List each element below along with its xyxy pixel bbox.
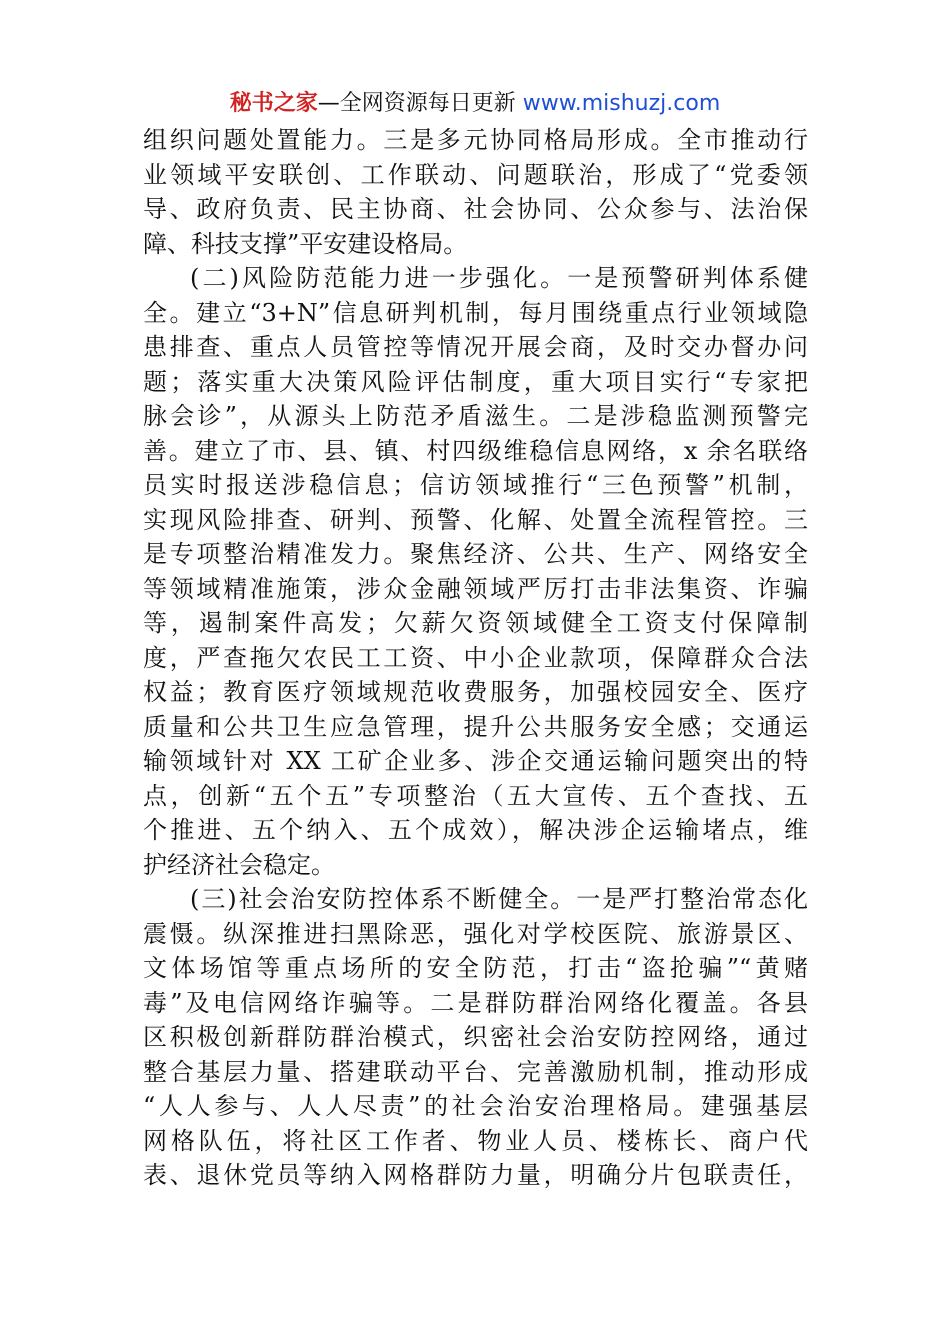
text-line: 权益；教育医疗领域规范收费服务，加强校园安全、医疗 (143, 678, 808, 706)
text-line: 护经济社会稳定。 (143, 850, 335, 879)
text-line: 整合基层力量、搭建联动平台、完善激励机制，推动形成 (143, 1057, 808, 1086)
text-line: 员实时报送涉稳信息；信访领域推行“三色预警”机制， (143, 471, 808, 499)
site-brand: 秘书之家 (229, 91, 318, 116)
text-line: 个推进、五个纳入、五个成效），解决涉企运输堵点，维 (143, 816, 808, 844)
document-body (143, 123, 808, 1193)
text-line: 质量和公共卫生应急管理，提升公共服务安全感；交通运 (143, 712, 808, 741)
text-line: 输领域针对 XX 工矿企业多、涉企交通运输问题突出的特 (143, 747, 808, 775)
text-line: 网格队伍，将社区工作者、物业人员、楼栋长、商户代 (143, 1126, 808, 1155)
page-header (0, 88, 950, 120)
text-line: 表、退休党员等纳入网格群防力量，明确分片包联责任， (143, 1161, 808, 1189)
text-line: (三)社会治安防控体系不断健全。一是严打整治常态化 (190, 885, 808, 913)
text-line: 区积极创新群防群治模式，织密社会治安防控网络，通过 (143, 1023, 808, 1051)
text-line: 度，严查拖欠农民工工资、中小企业款项，保障群众合法 (143, 643, 808, 672)
text-line: 善。建立了市、县、镇、村四级维稳信息网络，x 余名联络 (143, 436, 808, 465)
text-line: 障、科技支撑”平安建设格局。 (143, 229, 468, 258)
text-line: 毒”及电信网络诈骗等。二是群防群治网络化覆盖。各县 (143, 988, 808, 1017)
text-line: 组织问题处置能力。三是多元协同格局形成。全市推动行 (143, 126, 808, 154)
text-line: 震慑。纵深推进扫黑除恶，强化对学校医院、旅游景区、 (143, 919, 808, 948)
text-line: 实现风险排查、研判、预警、化解、处置全流程管控。三 (143, 505, 808, 534)
text-line: 全。建立“3+N”信息研判机制，每月围绕重点行业领域隐 (143, 298, 808, 327)
text-line: 等领域精准施策，涉众金融领域严厉打击非法集资、诈骗 (143, 574, 808, 603)
text-line: 患排查、重点人员管控等情况开展会商，及时交办督办问 (143, 333, 808, 361)
text-line: 题；落实重大决策风险评估制度，重大项目实行“专家把 (143, 367, 808, 396)
text-line: 导、政府负责、民主协商、社会协同、公众参与、法治保 (143, 195, 808, 223)
site-url-link[interactable]: www.mishuzj.com (522, 91, 721, 116)
text-line: 点，创新“五个五”专项整治（五大宣传、五个查找、五 (143, 781, 808, 810)
text-line: 文体场馆等重点场所的安全防范，打击“盗抢骗”“黄赌 (143, 954, 808, 982)
text-line: 脉会诊”，从源头上防范矛盾滋生。二是涉稳监测预警完 (143, 402, 808, 430)
text-line: (二)风险防范能力进一步强化。一是预警研判体系健 (190, 264, 808, 292)
header-dash: — (317, 91, 340, 116)
text-line: 等，遏制案件高发；欠薪欠资领域健全工资支付保障制 (143, 609, 808, 637)
text-line: “人人参与、人人尽责”的社会治安治理格局。建强基层 (143, 1092, 808, 1120)
text-line: 业领域平安联创、工作联动、问题联治，形成了“党委领 (143, 160, 808, 189)
site-tagline: 全网资源每日更新 (339, 91, 516, 116)
text-line: 是专项整治精准发力。聚焦经济、公共、生产、网络安全 (143, 540, 808, 568)
